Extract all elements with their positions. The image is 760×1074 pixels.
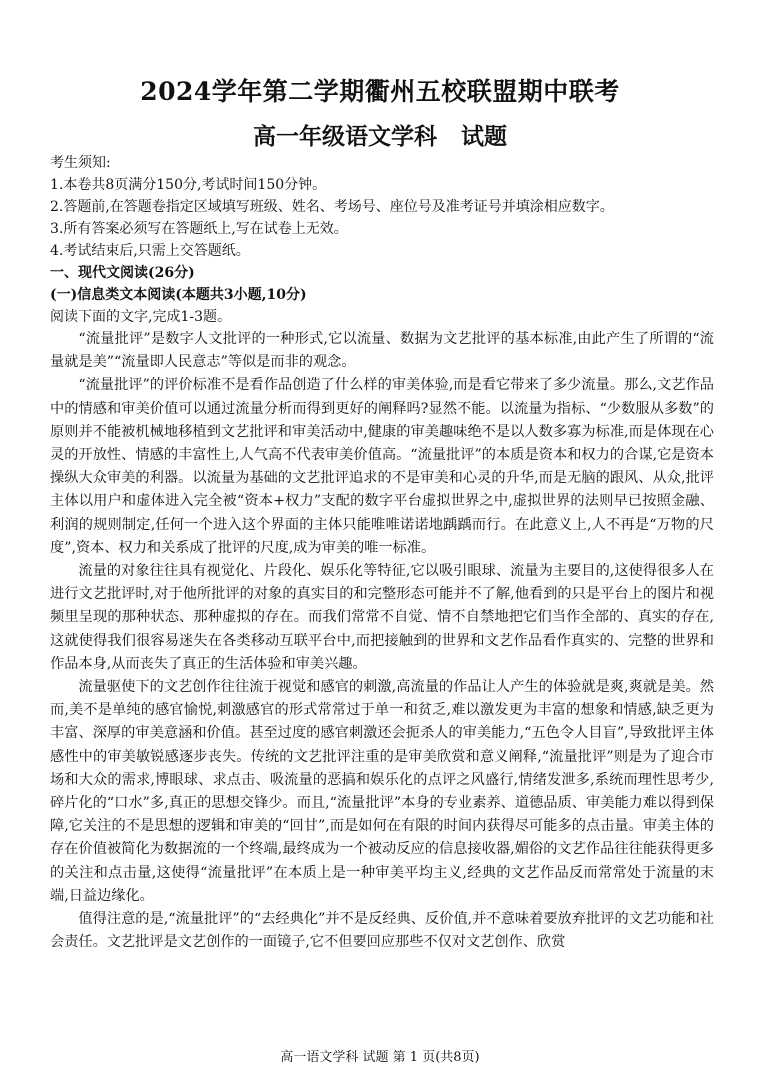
exam-title: 2024学年第二学期衢州五校联盟期中联考	[140, 77, 620, 106]
note-item: 4.考试结束后,只需上交答题纸。	[50, 243, 250, 259]
note-item: 1.本卷共8页满分150分,考试时间150分钟。	[50, 177, 327, 193]
article-paragraph: 流量的对象往往具有视觉化、片段化、娱乐化等特征,它以吸引眼球、流量为主要目的,这使得很多人在进行文艺批评时,对于他所批评的对象的真实目的和完整形态可能并不了解,他看到的只是平台上的图片和视频里呈现的那种状态、那种虚拟的存在。而我们常常不自觉、情不自禁地把它们当作全部的、真实的存在,这就使得我们很容易迷失在各类移动互联平台中,而把接触到的世界和文艺作品看作真实的、完整的世界和作品本身,从而丧失了真正的生活体验和审美兴趣。	[50, 563, 714, 672]
section-title: 一、现代文阅读(26分)	[50, 265, 195, 281]
article-paragraph: 流量驱使下的文艺创作往往流于视觉和感官的刺激,高流量的作品让人产生的体验就是爽,爽就是美。然而,美不是单纯的感官愉悦,刺激感官的形式常常过于单一和贫乏,难以激发更为丰富的想象和情感,缺乏更为丰富、深厚的审美意涵和价值。甚至过度的感官刺激还会扼杀人的审美能力,“五色令人目盲”,导致批评主体感性中的审美敏锐感逐步丧失。传统的文艺批评注重的是审美欣赏和意义阐释,“流量批评”则是为了迎合市场和大众的需求,博眼球、求点击、吸流量的恶搞和娱乐化的点评之风盛行,情绪发泄多,系统而理性思考少,碎片化的“口水”多,真正的思想交锋少。而且,“流量批评”本身的专业素养、道德品质、审美能力难以得到保障,它关注的不是思想的逻辑和审美的“回甘”,而是如何在有限的时间内获得尽可能多的点击量。审美主体的存在价值被简化为数据流的一个终端,最终成为一个被动反应的信息接收器,媚俗的文艺作品往往能获得更多的关注和点击量,这使得“流量批评”在本质上是一种审美平均主义,经典的文艺作品反而常常处于流量的末端,日益边缘化。	[50, 679, 714, 904]
article-body	[50, 328, 714, 954]
note-item: 3.所有答案必须写在答题纸上,写在试卷上无效。	[50, 221, 348, 237]
exam-subtitle	[0, 118, 760, 151]
section-subtitle: (一)信息类文本阅读(本题共3小题,10分)	[50, 287, 307, 303]
article-paragraph: 值得注意的是,“流量批评”的“去经典化”并不是反经典、反价值,并不意味着要放弃批评的文艺功能和社会责任。文艺批评是文艺创作的一面镜子,它不但要回应那些不仅对文艺创作、欣赏	[50, 911, 714, 951]
page-footer: 高一语文学科 试题 第 1 页(共8页)	[280, 1050, 480, 1065]
paper-type: 试题	[461, 123, 507, 150]
article-paragraph: “流量批评”是数字人文批评的一种形式,它以流量、数据为文艺批评的基本标准,由此产生了所谓的“流量就是美”“流量即人民意志”等似是而非的观念。	[50, 331, 714, 371]
article-paragraph: “流量批评”的评价标准不是看作品创造了什么样的审美体验,而是看它带来了多少流量。那么,文艺作品中的情感和审美价值可以通过流量分析而得到更好的阐释吗?显然不能。以流量为指标、“少数服从多数”的原则并不能被机械地移植到文艺批评和审美活动中,健康的审美趣味绝不是以人数多寡为标准,而是体现在心灵的开放性、情感的丰富性上,人气高不代表审美价值高。“流量批评”的本质是资本和权力的合谋,它是资本操纵大众审美的利器。以流量为基础的文艺批评追求的不是审美和心灵的升华,而是无脑的跟风、从众,批评主体以用户和虚体进入完全被“资本+权力”支配的数字平台虚拟世界之中,虚拟世界的法则早已按照金融、利润的规则制定,任何一个进入这个界面的主体只能唯唯诺诺地踽踽而行。在此意义上,人不再是“万物的尺度”,资本、权力和关系成了批评的尺度,成为审美的唯一标准。	[50, 377, 714, 556]
candidate-notes	[50, 152, 730, 328]
notes-heading: 考生须知:	[50, 155, 111, 171]
reading-instruction: 阅读下面的文字,完成1-3题。	[50, 309, 231, 325]
grade-subject: 高一年级语文学科	[253, 123, 437, 150]
note-item: 2.答题前,在答题卷指定区域填写班级、姓名、考场号、座位号及准考证号并填涂相应数字。	[50, 199, 614, 215]
